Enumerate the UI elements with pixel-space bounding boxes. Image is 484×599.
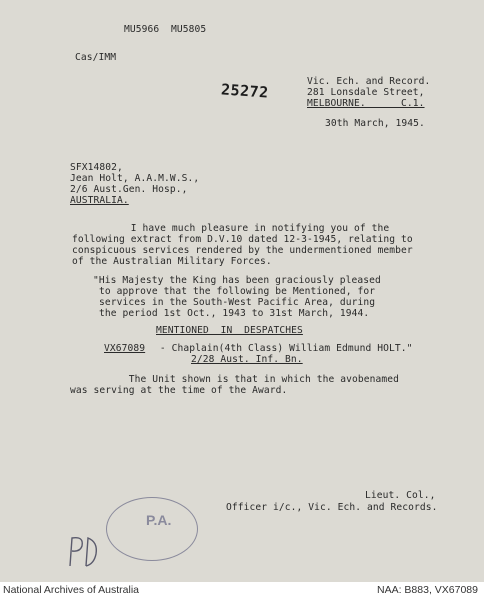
award-service-number: VX67089 bbox=[104, 343, 146, 354]
body-line-4: of the Australian Military Forces. bbox=[72, 256, 272, 267]
handwritten-initials-icon bbox=[62, 532, 102, 572]
body-line-2: following extract from D.V.10 dated 12-3-1945, relating to bbox=[72, 234, 413, 245]
sender-line-1: Vic. Ech. and Record. bbox=[307, 76, 431, 87]
quote-line-3: services in the South-West Pacific Area, during bbox=[99, 297, 376, 308]
sender-line-3: MELBOURNE. C.1. bbox=[307, 98, 425, 109]
quote-line-4: the period 1st Oct., 1943 to 31st March, 1944. bbox=[99, 308, 370, 319]
body-line-3: conspicuous services rendered by the undermentioned member bbox=[72, 245, 413, 256]
pa-stamp-circle bbox=[106, 497, 198, 561]
section-heading: MENTIONED IN DESPATCHES bbox=[156, 325, 303, 336]
signature-rank: Lieut. Col., bbox=[365, 490, 436, 501]
footer-archive-name: National Archives of Australia bbox=[3, 584, 139, 596]
recipient-line-4: AUSTRALIA. bbox=[70, 195, 129, 206]
footer-reference: NAA: B883, VX67089 bbox=[377, 584, 478, 596]
award-unit-line: 2/28 Aust. Inf. Bn. bbox=[191, 354, 303, 365]
pa-stamp-text: P.A. bbox=[146, 512, 172, 528]
date: 30th March, 1945. bbox=[325, 118, 425, 129]
reference: Cas/IMM bbox=[75, 52, 117, 63]
quote-line-1: "His Majesty the King has been graciously pleased bbox=[93, 275, 381, 286]
quote-line-2: to approve that the following be Mentioned, for bbox=[99, 286, 376, 297]
closing-line-2: was serving at the time of the Award. bbox=[70, 385, 288, 396]
body-line-1: I have much pleasure in notifying you of the bbox=[72, 223, 390, 234]
recipient-line-3: 2/6 Aust.Gen. Hosp., bbox=[70, 184, 188, 195]
recipient-line-1: SFX14802, bbox=[70, 162, 123, 173]
closing-line-1: The Unit shown is that in which the avobenamed bbox=[70, 374, 400, 385]
header-codes: MU5966 MU5805 bbox=[124, 24, 207, 35]
signature-title: Officer i/c., Vic. Ech. and Records. bbox=[226, 502, 438, 513]
sender-line-2: 281 Lonsdale Street, bbox=[307, 87, 425, 98]
award-name-line: - Chaplain(4th Class) William Edmund HOLT." bbox=[154, 343, 413, 354]
file-number: 25272 bbox=[220, 80, 270, 102]
recipient-line-2: Jean Holt, A.A.M.W.S., bbox=[70, 173, 200, 184]
